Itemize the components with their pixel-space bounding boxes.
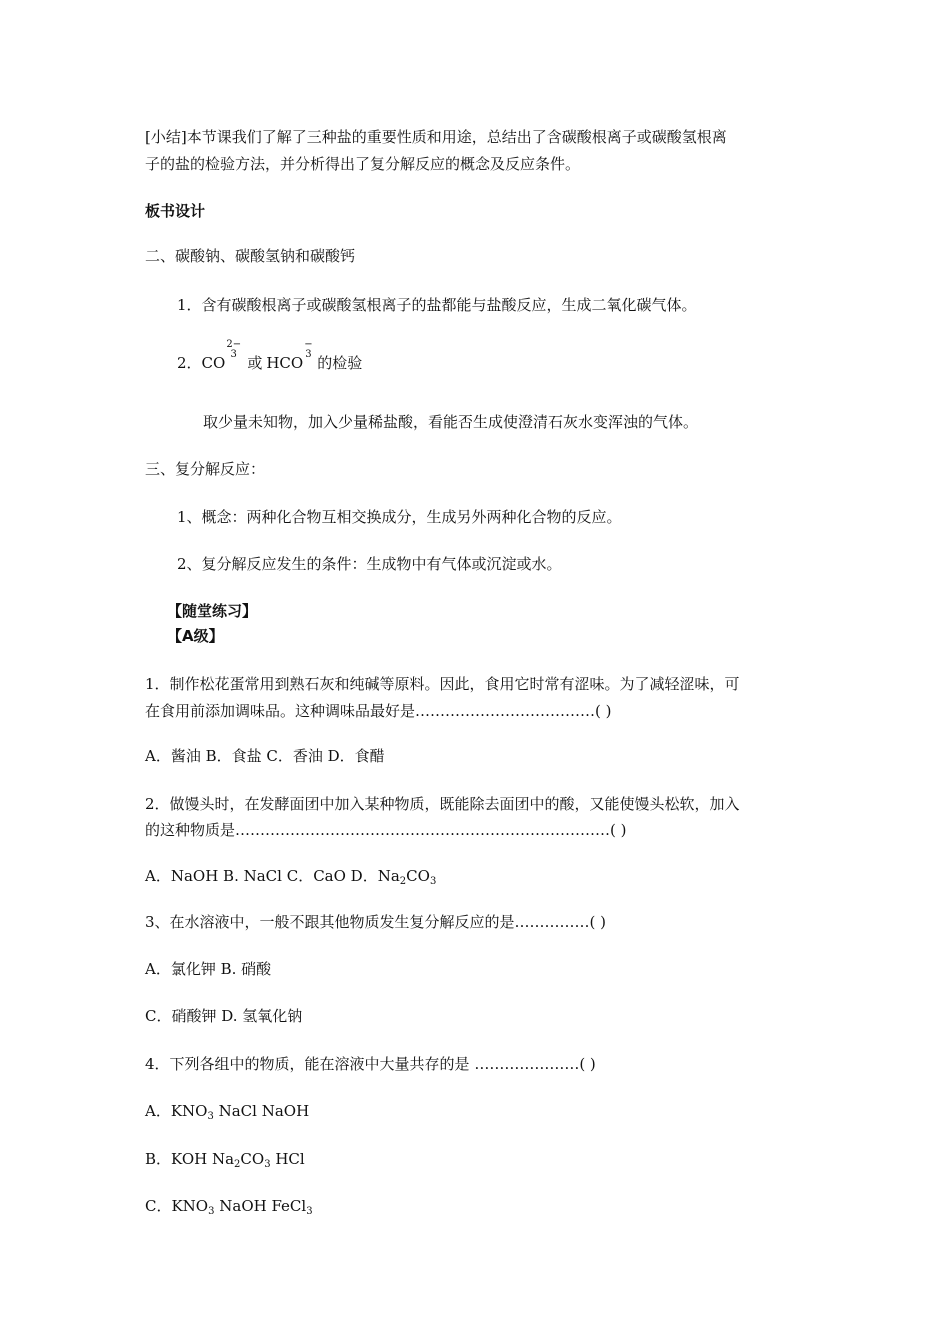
board-item-2-description: 取少量未知物，加入少量稀盐酸，看能否生成使澄清石灰水变浑浊的气体。 [203,413,699,431]
carbonate-charge-index [226,340,241,360]
question-2-line-2: 的这种物质是…………………………………………………………………( ) [145,821,627,839]
question-4-line-1: 4．下列各组中的物质，能在溶液中大量共存的是 …………………( ) [145,1055,596,1073]
practice-title: 【随堂练习】 [167,602,258,620]
bicarbonate-charge-index [304,340,312,360]
bicarbonate-charge: − [304,339,313,350]
board-item-1: 1．含有碳酸根离子或碳酸氢根离子的盐都能与盐酸反应，生成二氧化碳气体。 [177,296,697,314]
section-three-heading: 三、复分解反应： [145,460,266,478]
question-2-line-1: 2．做馒头时，在发酵面团中加入某种物质，既能除去面团中的酸，又能使馒头松软，加入 [145,795,740,813]
carbonate-formula [201,339,242,374]
question-3-line-1: 3、在水溶液中，一般不跟其他物质发生复分解反应的是……………( ) [145,913,607,931]
q4b-subscript-2: 3 [264,1159,271,1170]
carbonate-charge: 2− [226,339,242,350]
carbonate-base: CO [201,354,226,372]
q4a-subscript: 3 [207,1111,214,1122]
bicarbonate-subscript: 3 [305,349,312,360]
board-item-2 [177,339,363,374]
q2-options-mid: CO [406,867,430,885]
q4b-text-2: CO [240,1150,265,1168]
question-1-line-2: 在食用前添加调味品。这种调味品最好是………………………………( ) [145,702,612,720]
q4a-text: A．KNO [145,1102,208,1120]
item-2-tail: 的检验 [317,354,363,372]
section-two-heading: 二、碳酸钠、碳酸氢钠和碳酸钙 [145,247,356,265]
q4a-text-2: NaCl NaOH [213,1102,310,1120]
question-2-options [145,865,436,893]
q4c-subscript-2: 3 [306,1206,313,1217]
q2-subscript-2: 3 [429,876,437,887]
q4b-subscript-1: 2 [234,1159,241,1170]
question-4-option-b [145,1148,305,1176]
question-1-options: A．酱油 B．食盐 C．香油 D．食醋 [145,747,385,765]
or-word: 或 [247,354,263,372]
item-2-number: 2． [177,354,202,372]
question-4-option-c [145,1195,313,1223]
q4c-subscript-1: 3 [208,1206,215,1217]
summary-line-2: 子的盐的检验方法，并分析得出了复分解反应的概念及反应条件。 [145,155,581,173]
q4c-text-2: NaOH FeCl [214,1197,307,1215]
q2-options-text: A．NaOH B. NaCl C．CaO D．Na [145,867,400,885]
q4b-text-3: HCl [270,1150,305,1168]
bicarbonate-base: HCO [266,354,304,372]
section-three-item-2: 2、复分解反应发生的条件：生成物中有气体或沉淀或水。 [177,555,562,573]
question-4-option-a [145,1100,309,1128]
question-3-options-cd: C．硝酸钾 D. 氢氧化钠 [145,1007,303,1025]
carbonate-subscript: 3 [230,349,237,360]
board-title: 板书设计 [145,202,206,220]
section-three-item-1: 1、概念：两种化合物互相交换成分，生成另外两种化合物的反应。 [177,508,622,526]
q2-subscript-1: 2 [399,876,407,887]
question-3-options-ab: A．氯化钾 B. 硝酸 [145,960,272,978]
q4b-text: B．KOH Na [145,1150,235,1168]
bicarbonate-formula [266,339,313,374]
question-1-line-1: 1．制作松花蛋常用到熟石灰和纯碱等原料。因此，食用它时常有涩味。为了减轻涩味，可 [145,675,740,693]
summary-line-1: [小结]本节课我们了解了三种盐的重要性质和用途，总结出了含碳酸根离子或碳酸氢根离 [145,128,727,146]
q4c-text: C．KNO [145,1197,209,1215]
practice-level: 【A级】 [167,627,224,645]
